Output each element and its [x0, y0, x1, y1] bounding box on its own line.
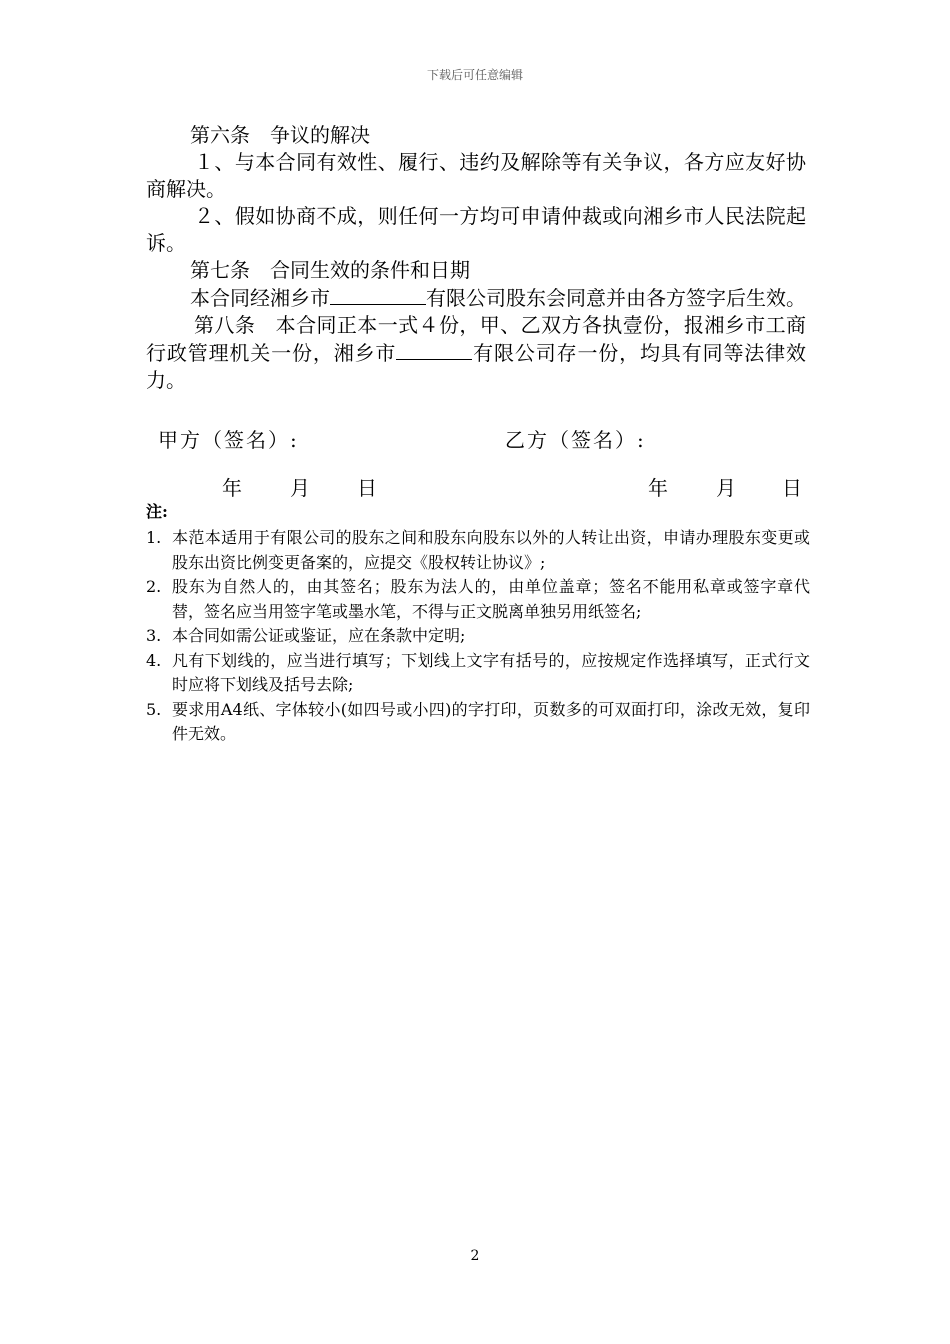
company-name-blank-1[interactable]	[330, 284, 426, 305]
article-8-text-before: 第八条 本合同正本一式４份，甲、乙双方各执壹份，报湘乡市工商行政管理机关一份，湘乡市	[146, 313, 806, 365]
note-item	[146, 698, 810, 747]
party-a-day-label: 日	[357, 476, 377, 500]
article-6-clause-1: １、与本合同有效性、履行、违约及解除等有关争议，各方应友好协商解决。	[146, 150, 806, 201]
note-item	[146, 649, 810, 698]
party-b-day-label: 日	[782, 476, 802, 500]
party-b-month-label: 月	[716, 476, 736, 500]
article-8-text-after: 有限公司存一份，均具有同等法律效力。	[146, 341, 807, 392]
article-8-clause	[146, 312, 806, 394]
note-number: 4.	[146, 650, 162, 670]
signature-date-row	[0, 472, 950, 500]
article-7-text-before: 本合同经湘乡市	[190, 286, 330, 310]
note-number: 1.	[146, 528, 162, 547]
note-number: 3.	[146, 626, 162, 645]
article-6-title: 第六条 争议的解决	[190, 123, 370, 147]
note-text: 凡有下划线的，应当进行填写；下划线上文字有括号的，应按规定作选择填写，正式行文时应将下划线及括号去除;	[172, 650, 810, 694]
party-b-year-label: 年	[648, 476, 668, 500]
note-item	[146, 624, 810, 649]
note-item	[146, 575, 810, 624]
page-number: 2	[470, 1248, 480, 1264]
contract-body	[146, 122, 806, 394]
notes-list	[146, 526, 810, 747]
note-text: 本合同如需公证或鉴证，应在条款中定明;	[172, 626, 466, 645]
note-item	[146, 526, 810, 575]
note-text: 股东为自然人的，由其签名；股东为法人的，由单位盖章；签名不能用私章或签字章代替，签名应当用签字笔或墨水笔，不得与正文脱离单独另用纸签名;	[172, 577, 810, 621]
note-text: 本范本适用于有限公司的股东之间和股东向股东以外的人转让出资，申请办理股东变更或股东出资比例变更备案的，应提交《股权转让协议》;	[172, 528, 810, 572]
note-number: 5.	[146, 699, 162, 719]
article-7-clause	[146, 284, 806, 312]
note-text: 要求用A4纸、字体较小(如四号或小四)的字打印，页数多的可双面打印，涂改无效，复印件无效。	[172, 699, 810, 743]
article-7-title: 第七条 合同生效的条件和日期	[190, 258, 470, 282]
party-b-signature-label: 乙方（签名）:	[505, 428, 646, 452]
article-6-clause-2: ２、假如协商不成，则任何一方均可申请仲裁或向湘乡市人民法院起诉。	[146, 204, 806, 255]
page-header: 下载后可任意编辑	[426, 68, 523, 82]
company-name-blank-2[interactable]	[396, 339, 472, 360]
note-number: 2.	[146, 577, 162, 596]
party-a-year-label: 年	[222, 476, 242, 500]
party-a-signature-label: 甲方（签名）:	[158, 428, 299, 452]
party-a-month-label: 月	[290, 476, 310, 500]
article-7-text-after: 有限公司股东会同意并由各方签字后生效。	[426, 286, 806, 310]
notes-title: 注:	[146, 502, 168, 521]
notes-section	[146, 500, 810, 747]
